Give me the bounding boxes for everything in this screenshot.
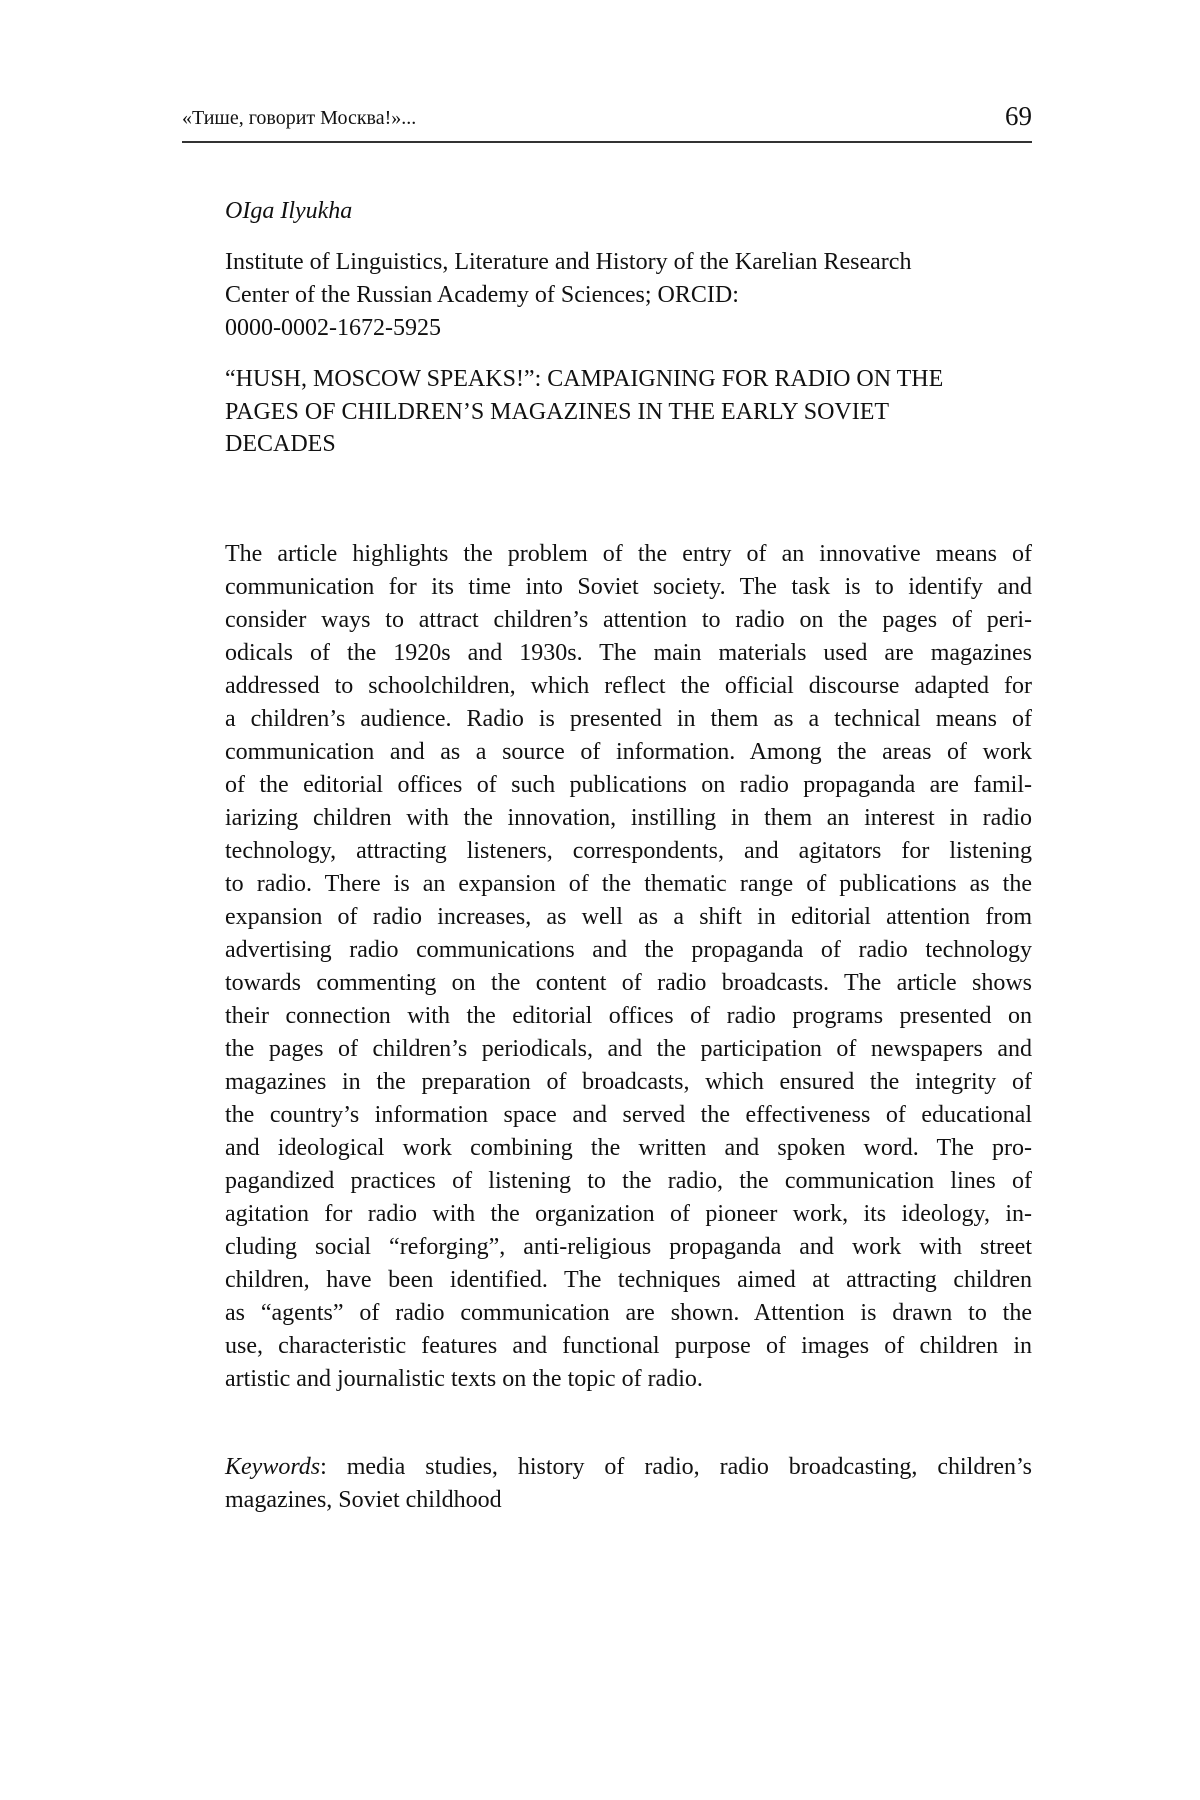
abstract-line: pagandized practices of listening to the radio, the communication lines of: [225, 1168, 1032, 1194]
abstract-line: to radio. There is an expansion of the thematic range of publications as the: [225, 871, 1032, 897]
abstract-line: addressed to schoolchildren, which reflect the official discourse adapted for: [225, 673, 1032, 699]
affiliation-line: Institute of Linguistics, Literature and History of the Karelian Research: [225, 249, 912, 275]
abstract-line: a children’s audience. Radio is presented in them as a technical means of: [225, 706, 1032, 732]
abstract-line: towards commenting on the content of radio broadcasts. The article shows: [225, 970, 1032, 996]
affiliation: [225, 246, 1032, 345]
keywords-text: : media studies, history of radio, radio broadcasting, children’s: [320, 1454, 1032, 1480]
abstract-line: communication and as a source of information. Among the areas of work: [225, 739, 1032, 765]
abstract-line: technology, attracting listeners, correspondents, and agitators for listening: [225, 838, 1032, 864]
abstract-line: magazines in the preparation of broadcasts, which ensured the integrity of: [225, 1069, 1032, 1095]
abstract-line: use, characteristic features and functional purpose of images of children in: [225, 1333, 1032, 1359]
abstract-line: iarizing children with the innovation, instilling in them an interest in radio: [225, 805, 1032, 831]
abstract-line: children, have been identified. The techniques aimed at attracting children: [225, 1267, 1032, 1293]
abstract-line: The article highlights the problem of the entry of an innovative means of: [225, 541, 1032, 567]
article-title: [225, 363, 1032, 461]
abstract-line: artistic and journalistic texts on the topic of radio.: [225, 1366, 703, 1392]
keywords: [225, 1451, 1032, 1517]
affiliation-line: Center of the Russian Academy of Sciences; ORCID:: [225, 282, 739, 308]
abstract-line: of the editorial offices of such publications on radio propaganda are famil-: [225, 772, 1032, 798]
abstract-line: the pages of children’s periodicals, and the participation of newspapers and: [225, 1036, 1032, 1062]
abstract-line: as “agents” of radio communication are shown. Attention is drawn to the: [225, 1300, 1032, 1326]
abstract-line: and ideological work combining the written and spoken word. The pro-: [225, 1135, 1032, 1161]
affiliation-line: 0000-0002-1672-5925: [225, 315, 441, 341]
keywords-label: Keywords: [225, 1454, 321, 1480]
abstract-line: their connection with the editorial offices of radio programs presented on: [225, 1003, 1032, 1029]
page-number: 69: [1005, 101, 1032, 131]
abstract: [225, 538, 1032, 1396]
running-header: [182, 101, 1032, 134]
header-rule: [182, 141, 1032, 143]
running-title: «Тише, говорит Москва!»...: [182, 107, 417, 129]
title-line: DECADES: [225, 431, 336, 457]
abstract-line: agitation for radio with the organization of pioneer work, its ideology, in-: [225, 1201, 1032, 1227]
abstract-line: expansion of radio increases, as well as a shift in editorial attention from: [225, 904, 1032, 930]
title-line: “HUSH, MOSCOW SPEAKS!”: CAMPAIGNING FOR RADIO ON THE: [225, 366, 944, 392]
abstract-line: odicals of the 1920s and 1930s. The main materials used are magazines: [225, 640, 1032, 666]
abstract-line: communication for its time into Soviet society. The task is to identify and: [225, 574, 1032, 600]
title-line: PAGES OF CHILDREN’S MAGAZINES IN THE EARLY SOVIET: [225, 398, 890, 425]
abstract-line: the country’s information space and served the effectiveness of educational: [225, 1102, 1032, 1128]
author-name: OIga Ilyukha: [225, 198, 353, 224]
abstract-line: cluding social “reforging”, anti-religious propaganda and work with street: [225, 1234, 1032, 1260]
abstract-line: consider ways to attract children’s attention to radio on the pages of peri-: [225, 607, 1032, 633]
abstract-line: advertising radio communications and the propaganda of radio technology: [225, 937, 1032, 963]
keywords-text-cont: magazines, Soviet childhood: [225, 1487, 502, 1513]
